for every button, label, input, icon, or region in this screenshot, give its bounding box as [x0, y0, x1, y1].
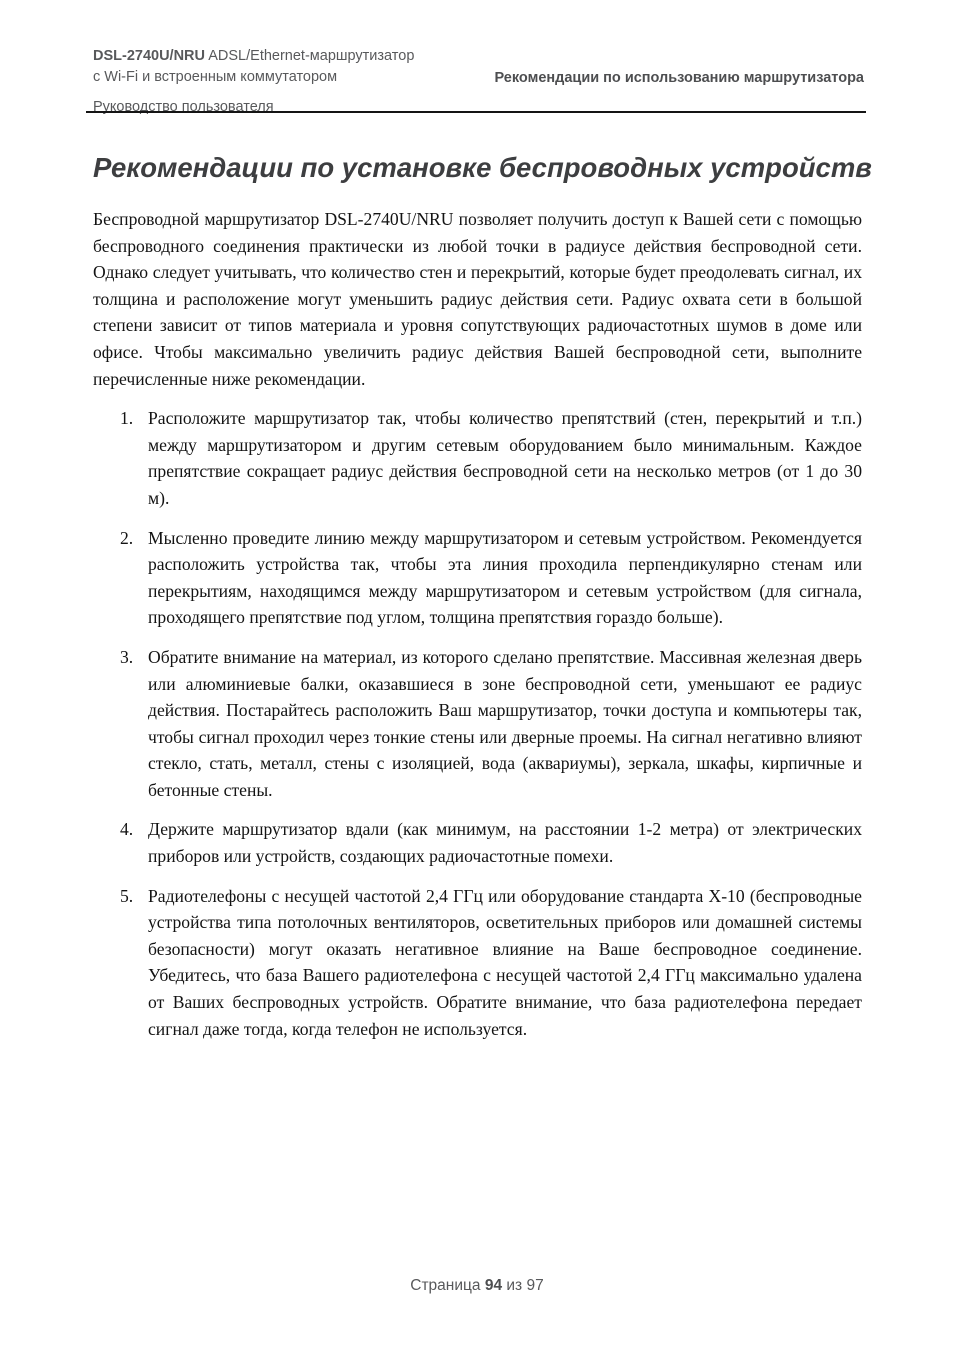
page-footer: [0, 1277, 954, 1295]
footer-total: 97: [526, 1277, 544, 1294]
list-item: [93, 816, 862, 869]
list-item: [93, 405, 862, 511]
page-content: [93, 151, 872, 1055]
list-item-text: Мысленно проведите линию между маршрутизатором и сетевым устройством. Рекомендуется расположить устройства так, чтобы эта линия проходила перпендикулярно стенам или перекрытиям, находящимся между маршрутизатором и сетевым устройством (для сигнала, проходящего препятствие под углом, толщина препятствия гораздо больше).: [148, 527, 862, 628]
header-divider: [86, 111, 866, 113]
list-item-number: 4.: [120, 819, 134, 840]
product-name: DSL-2740U/NRU: [93, 48, 205, 64]
footer-middle: из: [506, 1277, 523, 1294]
intro-paragraph: Беспроводной маршрутизатор DSL-2740U/NRU позволяет получить доступ к Вашей сети с помощью беспроводного соединения практически из любой точки в радиусе действия беспроводной сети. Однако следует учитывать, что количество стен и перекрытий, которые будет преодолевать сигнал, их толщина и расположение могут уменьшить радиус действия сети. Радиус охвата сети в большой степени зависит от типов материала и уровня сопутствующих радиочастотных шумов в доме или офисе. Чтобы максимально увеличить радиус действия Вашей беспроводной сети, выполните перечисленные ниже рекомендации.: [93, 209, 862, 389]
footer-prefix: Страница: [410, 1277, 481, 1294]
list-item-number: 5.: [120, 885, 134, 906]
list-item: [93, 644, 862, 804]
list-item-text: Обратите внимание на материал, из которого сделано препятствие. Массивная железная дверь или алюминиевые балки, оказавшиеся в зоне беспроводной сети, уменьшают ее радиус действия. Постарайтесь расположить Ваш маршрутизатор, точки доступа и компьютеры так, чтобы сигнал проходил через тонкие стены или дверные проемы. На сигнал негативно влияют стекло, стать, металл, стены с изоляцией, вода (аквариумы), зеркала, шкафы, кирпичные и бетонные стены.: [148, 646, 862, 800]
list-item-text: Радиотелефоны с несущей частотой 2,4 ГГц или оборудование стандарта X-10 (беспроводные устройства типа потолочных вентиляторов, осветительных приборов или домашней системы безопасности) могут оказать негативное влияние на Ваше беспроводное соединение. Убедитесь, что база Вашего радиотелефона с несущей частотой 2,4 ГГц максимально удалена от Ваших беспроводных устройств. Обратите внимание, что база радиотелефона передает сигнал даже тогда, когда телефон не используется.: [148, 885, 862, 1039]
header-section-title: Рекомендации по использованию маршрутизатора: [494, 70, 864, 86]
product-description: ADSL/Ethernet-маршрутизатор: [208, 48, 415, 64]
header-product-block: [93, 46, 414, 118]
page-header: [93, 46, 864, 118]
list-item-text: Держите маршрутизатор вдали (как минимум, на расстоянии 1-2 метра) от электрических приборов или устройств, создающих радиочастотные помехи.: [148, 819, 862, 867]
list-item: [93, 883, 862, 1043]
page-title: Рекомендации по установке беспроводных устройств: [93, 152, 872, 183]
list-item-number: 1.: [120, 408, 134, 429]
list-item-text: Расположите маршрутизатор так, чтобы количество препятствий (стен, перекрытий и т.п.) между маршрутизатором и другим сетевым оборудованием было минимальным. Каждое препятствие сокращает радиус действия беспроводной сети на несколько метров (от 1 до 30 м).: [148, 408, 862, 508]
list-item-number: 3.: [120, 646, 134, 667]
list-item: [93, 525, 862, 631]
product-line-2: с Wi-Fi и встроенным коммутатором: [93, 69, 338, 85]
recommendations-list: [93, 405, 862, 1042]
product-line-1: [93, 46, 414, 67]
footer-page-number: 94: [484, 1277, 503, 1294]
list-item-number: 2.: [120, 527, 134, 548]
document-type: Руководство пользователя: [93, 99, 274, 115]
